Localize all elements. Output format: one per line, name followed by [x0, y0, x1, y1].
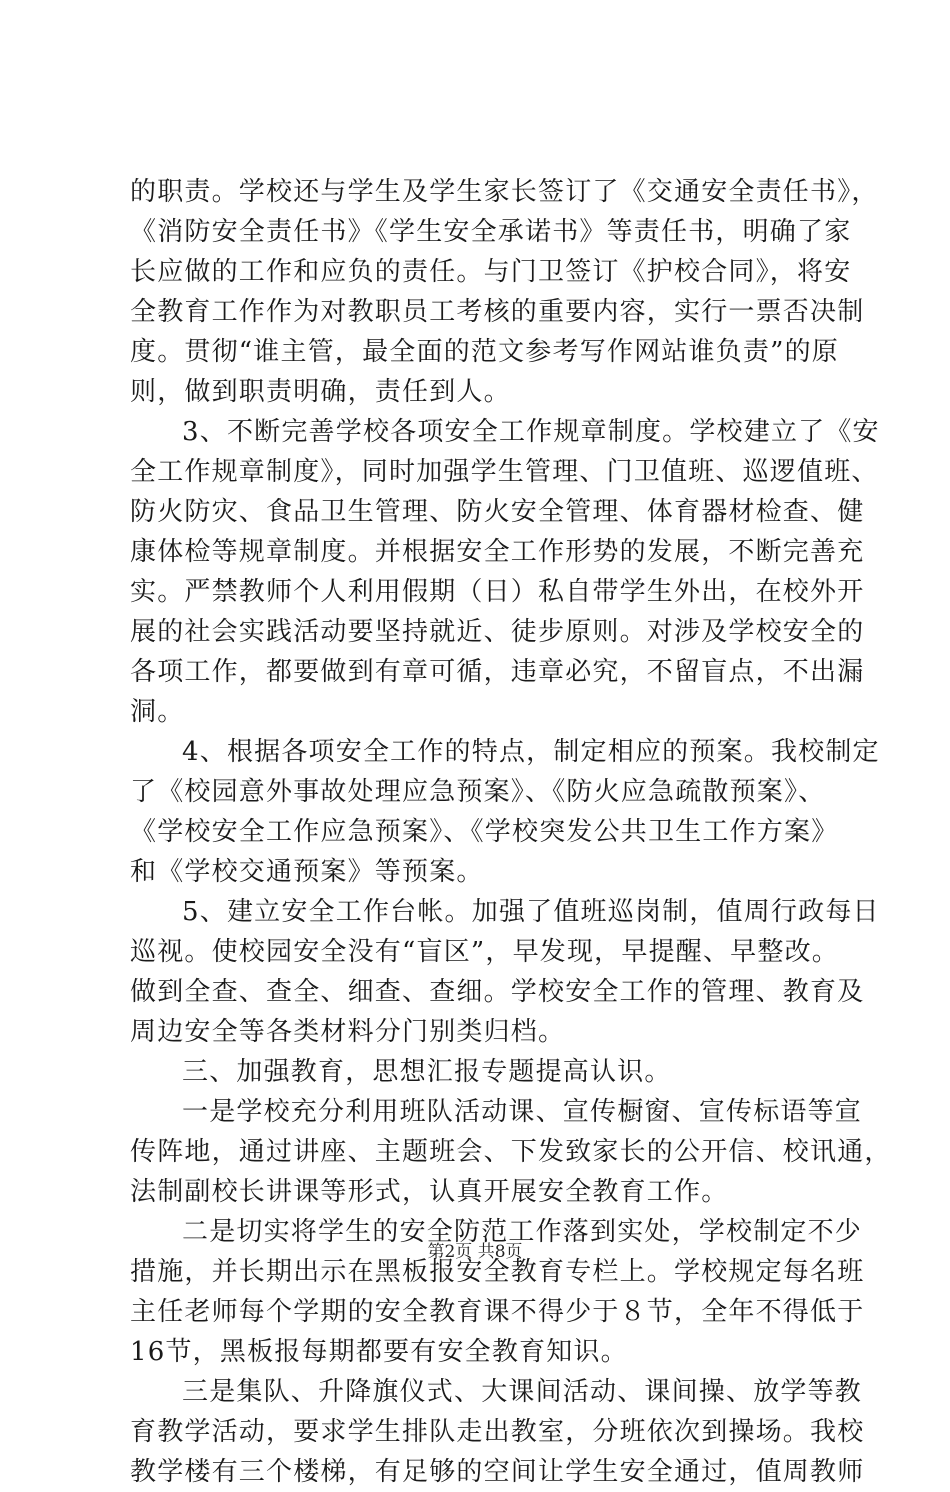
text-line: 了《校园意外事故处理应急预案》、《防火应急疏散预案》、 [130, 777, 826, 807]
text-line: 度。贯彻“谁主管，最全面的范文参考写作网站谁负责”的原 [130, 337, 839, 367]
text-line: 法制副校长讲课等形式，认真开展安全教育工作。 [130, 1177, 729, 1207]
text-line: 洞。 [130, 697, 185, 727]
text-line: 巡视。使校园安全没有“盲区”，早发现，早提醒、早整改。 [130, 937, 839, 967]
text-line: 育教学活动，要求学生排队走出教室，分班依次到操场。我校 [130, 1417, 865, 1447]
text-line: 实。严禁教师个人利用假期（日）私自带学生外出，在校外开 [130, 577, 865, 607]
text-line: 《消防安全责任书》《学生安全承诺书》等责任书，明确了家 [130, 217, 852, 247]
text-line: 3、不断完善学校各项安全工作规章制度。学校建立了《安 [182, 417, 880, 447]
text-line: 全教育工作作为对教职员工考核的重要内容，实行一票否决制 [130, 297, 865, 327]
text-line: 5、建立安全工作台帐。加强了值班巡岗制，值周行政每日 [182, 897, 880, 927]
text-line: 4、根据各项安全工作的特点，制定相应的预案。我校制定 [182, 737, 880, 767]
text-line: 的职责。学校还与学生及学生家长签订了《交通安全责任书》， [130, 177, 879, 207]
text-line: 全工作规章制度》，同时加强学生管理、门卫值班、巡逻值班、 [130, 457, 879, 487]
text-line: 传阵地，通过讲座、主题班会、下发致家长的公开信、校讯通， [130, 1137, 892, 1167]
text-line: 三、加强教育，思想汇报专题提高认识。 [182, 1057, 672, 1087]
text-line: 则，做到职责明确，责任到人。 [130, 377, 511, 407]
document-body [130, 172, 892, 1492]
text-line: 各项工作，都要做到有章可循，违章必究，不留盲点，不出漏 [130, 657, 865, 687]
text-line: 措施，并长期出示在黑板报安全教育专栏上。学校规定每名班 [130, 1257, 865, 1287]
text-line: 《学校安全工作应急预案》、《学校突发公共卫生工作方案》 [130, 817, 839, 847]
text-line: 三是集队、升降旗仪式、大课间活动、课间操、放学等教 [182, 1377, 863, 1407]
text-line: 一是学校充分利用班队活动课、宣传橱窗、宣传标语等宣 [182, 1097, 863, 1127]
text-line: 康体检等规章制度。并根据安全工作形势的发展，不断完善充 [130, 537, 865, 567]
text-line: 教学楼有三个楼梯，有足够的空间让学生安全通过，值周教师 [130, 1457, 865, 1487]
text-line: 16节，黑板报每期都要有安全教育知识。 [130, 1337, 628, 1367]
text-line: 和《学校交通预案》等预案。 [130, 857, 484, 887]
text-line: 防火防灾、食品卫生管理、防火安全管理、体育器材检查、健 [130, 497, 865, 527]
text-line: 周边安全等各类材料分门别类归档。 [130, 1017, 566, 1047]
text-line: 主任老师每个学期的安全教育课不得少于８节，全年不得低于 [130, 1297, 865, 1327]
page-footer: 第2页 共8页 [427, 1242, 523, 1262]
text-line: 做到全查、查全、细查、查细。学校安全工作的管理、教育及 [130, 977, 865, 1007]
text-line: 展的社会实践活动要坚持就近、徒步原则。对涉及学校安全的 [130, 617, 865, 647]
text-line: 二是切实将学生的安全防范工作落到实处，学校制定不少 [182, 1217, 863, 1247]
text-line: 长应做的工作和应负的责任。与门卫签订《护校合同》，将安 [130, 257, 852, 287]
